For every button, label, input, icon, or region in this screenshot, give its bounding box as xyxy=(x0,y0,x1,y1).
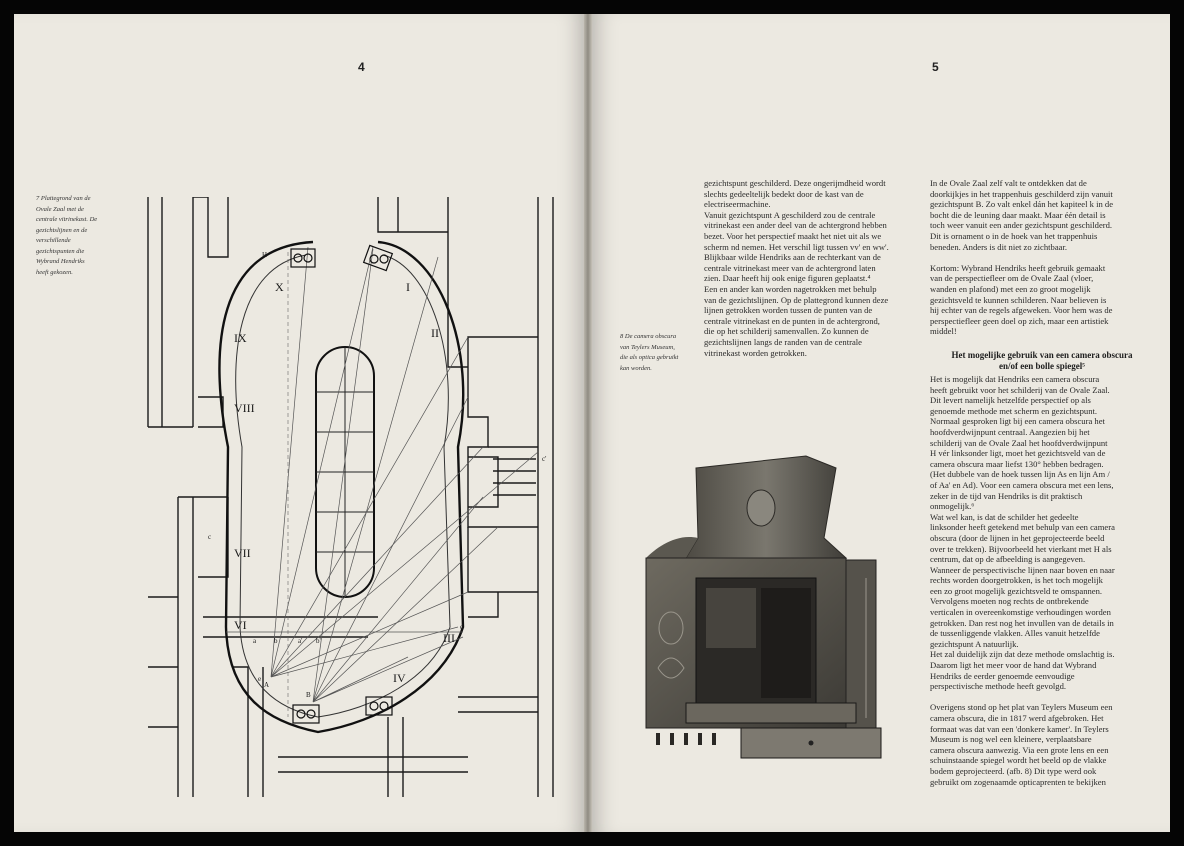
right-page xyxy=(592,14,1170,832)
page-number-right: 5 xyxy=(932,60,939,74)
room-numeral: VII xyxy=(234,546,251,560)
section-heading: Het mogelijke gebruik van een camera obscura en/of een bolle spiegel⁵ xyxy=(951,350,1133,371)
text-column-2-body: Het is mogelijk dat Hendriks een camera obscura heeft gebruikt voor het schilderij van de Ovale Zaal. Dit levert namelijk hetzelfde perspectief op als genoemde methode met scherm en gezichtspunt. Normaal gesproken ligt bij een camera obscura het hoofdverdwijnpunt centraal. Aangezien bij het schilderij van de Ovale Zaal het hoofdverdwijnpunt H vér linksonder ligt, moet het gezichtsveld van de camera obscura maar liefst 130° hebben bedragen. (Het dubbele van de hoek tussen lijn As en lijn Am / of Aa' en Ad). Voor een camera obscura met een lens, zeker in de tijd van Hendriks is dit praktisch onmogelijk.⁶ Wat wel kan, is dat de schilder het gedeelte linksonder heeft getekend met behulp van een camera obscura (door de lijnen in het geprojecteerde beeld over te trekken). Bijvoorbeeld het vierkant met H als centrum, dat op de afbeelding is aangegeven. Wanneer de perspectivische lijnen naar boven en naar rechts worden doorgetrokken, is het toch mogelijk een zo groot mogelijk gezichtsveld te omspannen. Vervolgens moeten nog rechts de ontbrekende verticalen in overeenkomstige verhoudingen worden getrokken. Dan rest nog het invullen van de details in de tussenliggende vlakken. Alles vanuit hetzelfde gezichtspunt A natuurlijk. Het zal duidelijk zijn dat deze methode omslachtig is. Daarom ligt het meer voor de hand dat Wybrand Hendriks de eerder genoemde eenvoudige perspectivische methode heeft gevolgd. Overigens stond op het plat van Teylers Museum een camera obscura, die in 1817 werd afgebroken. Het formaat was dat van een 'donkere kamer'. In Teylers Museum is nog wel een kleinere, verplaatsbare camera obscura aanwezig. Via een grote lens en een schuinstaande spiegel wordt het beeld op de vlakke bodem geprojecteerd. (afb. 8) Dit type werd ook gebruikt om zogenaamde opticaprenten te bekijken xyxy=(930,374,1115,787)
point-label: H xyxy=(262,251,268,259)
point-label: e xyxy=(258,675,262,683)
page-number-left: 4 xyxy=(358,60,365,74)
camera-obscura-photo xyxy=(636,428,886,768)
left-page xyxy=(14,14,584,832)
room-numeral: X xyxy=(275,280,284,294)
room-numeral: II xyxy=(431,326,439,340)
room-numeral: I xyxy=(406,280,410,294)
book-gutter xyxy=(584,14,592,832)
room-numeral: IV xyxy=(393,671,406,685)
point-label: c xyxy=(208,533,212,541)
point-label: d xyxy=(460,623,464,631)
text-column-2-top: In de Ovale Zaal zelf valt te ontdekken dat de doorkijkjes in het trappenhuis geschilderd zijn vanuit gezichtspunt B. Zo valt enkel dán het kapiteel k in de bocht die de leuning daar maakt. Maar één detail is toch weer vanuit een ander gezichtspunt geschilderd. Dit is ornament o in de hoek van het trappenhuis beneden. Anders is dit niet zo zichtbaar. Kortom: Wybrand Hendriks heeft gebruik gemaakt van de perspectiefleer om de Ovale Zaal (vloer, wanden en plafond) met een zo groot mogelijk gezichtsveld te kunnen schilderen. Naar believen is hij echter van de regels afgeweken. Voor hem was de perspectiefleer geen doel op zich, maar een artistiek middel! xyxy=(930,178,1114,337)
point-label: A xyxy=(264,681,270,689)
figure-7-caption: 7 Plattegrond van de Ovale Zaal met de centrale vitrinekast. De gezichtslijnen en de verschillende gezichtspunten die Wybrand Hendriks heeft gekozen. xyxy=(36,195,98,276)
room-numeral: III xyxy=(443,631,455,645)
point-label: a' xyxy=(298,637,303,645)
point-label: a xyxy=(253,637,257,645)
room-numeral: VIII xyxy=(234,401,255,415)
point-label: B xyxy=(306,691,311,699)
figure-8-caption: 8 De camera obscura van Teylers Museum, die als optica gebruikt kan worden. xyxy=(620,333,679,372)
room-numeral: VI xyxy=(234,618,247,632)
text-column-1: gezichtspunt geschilderd. Deze ongerijmdheid wordt slechts gedeeltelijk bedekt door de kast van de electriseermachine. Vanuit gezichtspunt A geschilderd zou de centrale vitrinekast een ander deel van de achtergrond hebben bezet. Voor het perspectief maakt het niet uit als we scherm nd nemen. Het verschil ligt tussen vv' en ww'. Blijkbaar wilde Hendriks aan de rechterkant van de centrale vitrinekast meer van de achtergrond laten zien. Daar heeft hij ook enige figuren geplaatst.⁴ Een en ander kan worden nagetrokken met behulp van de gezichtslijnen. Op de plattegrond kunnen deze lijnen getrokken worden tussen de punten van de centrale vitrinekast en de punten in de achtergrond, die op het schilderij samenvallen. Zo kunnen de gezichtslijnen langs de randen van de centrale vitrinekast worden getrokken. xyxy=(704,178,889,358)
point-label: b' xyxy=(316,637,321,645)
room-numeral: IX xyxy=(234,331,247,345)
point-label: c' xyxy=(542,455,547,463)
floor-plan-figure xyxy=(138,197,578,797)
point-label: b xyxy=(274,637,278,645)
